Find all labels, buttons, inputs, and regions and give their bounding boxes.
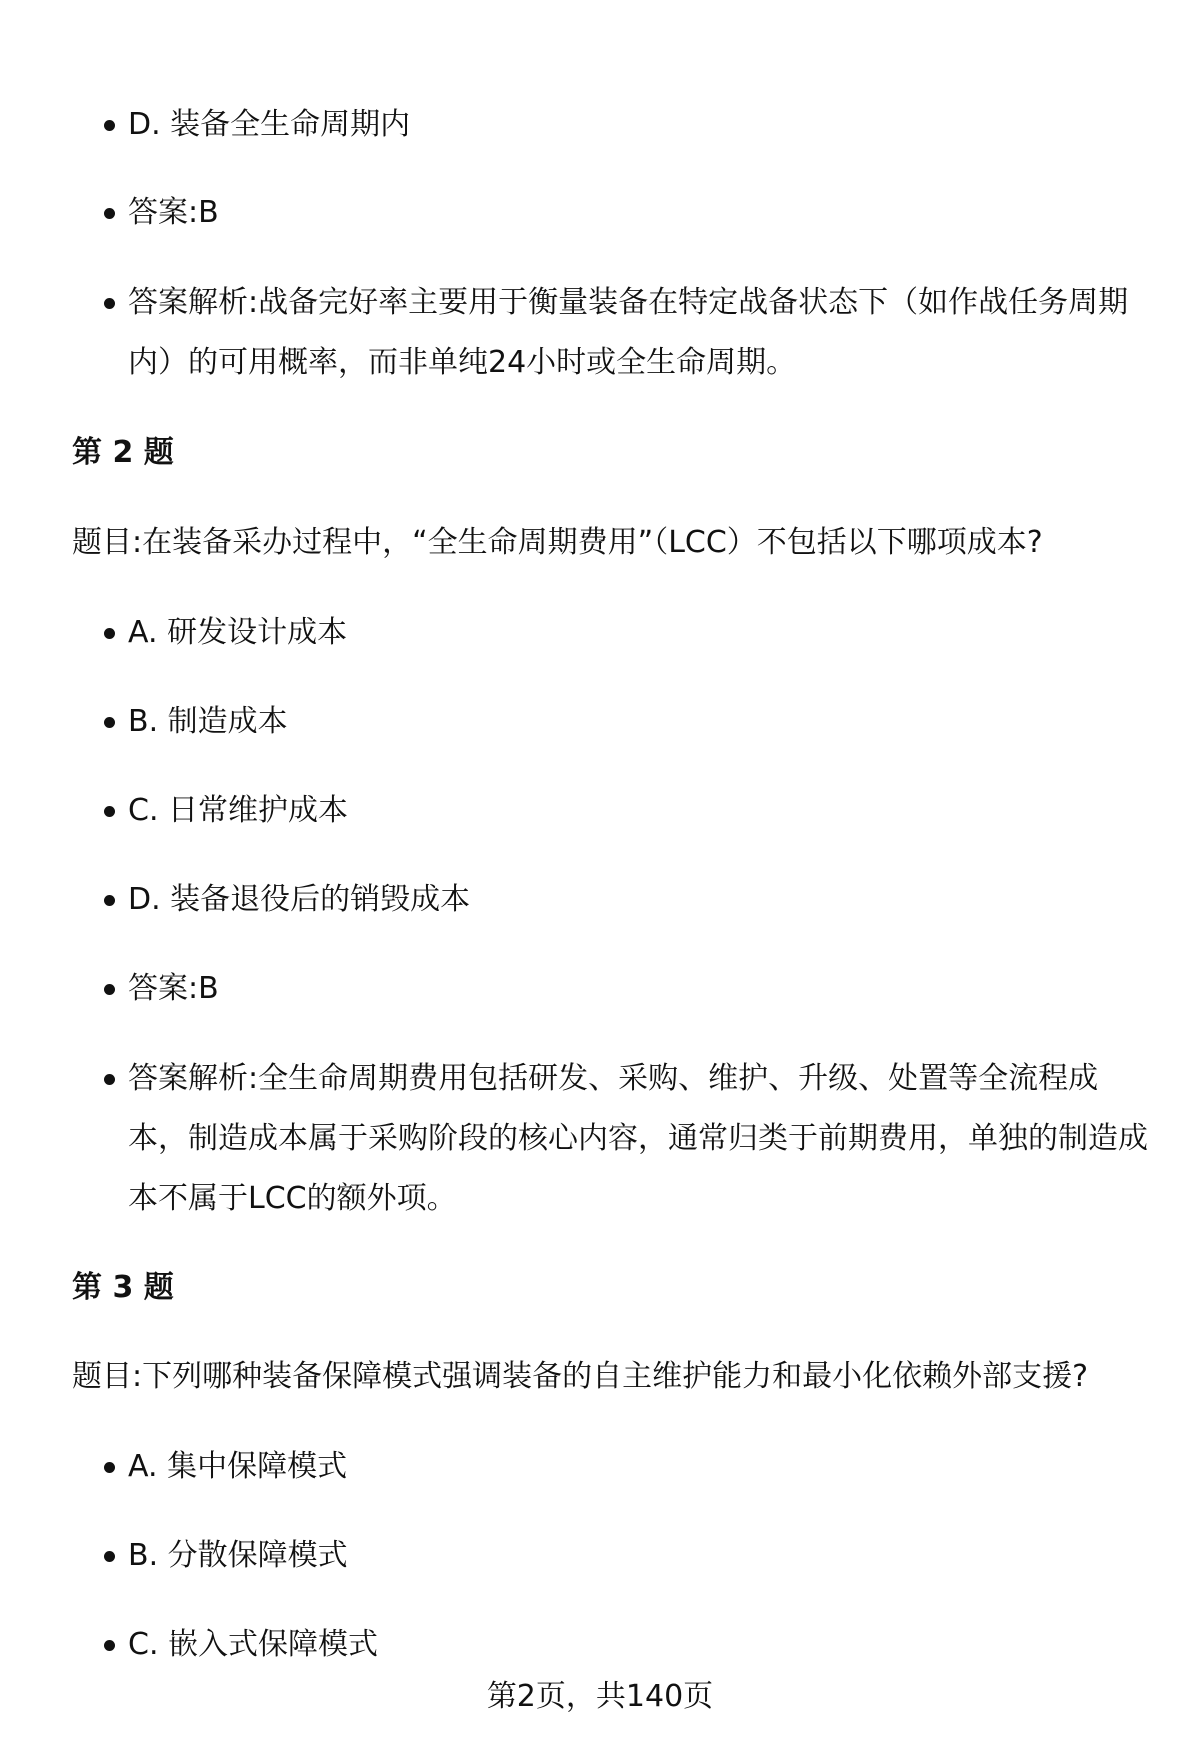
q2-option-d-text: D. 装备退役后的销毁成本	[128, 882, 471, 917]
bullet-icon	[104, 717, 115, 728]
q2-answer	[128, 959, 1148, 1019]
q2-option-c-text: C. 日常维护成本	[128, 793, 349, 828]
q1-option-d	[128, 95, 1148, 155]
q3-question: 题目:下列哪种装备保障模式强调装备的自主维护能力和最小化依赖外部支援?	[72, 1359, 1089, 1394]
q2-option-b-text: B. 制造成本	[128, 704, 288, 739]
q2-option-b	[128, 692, 1148, 752]
q2-option-a-text: A. 研发设计成本	[128, 615, 348, 650]
q3-option-a	[128, 1437, 1148, 1497]
bullet-icon	[104, 1640, 115, 1651]
q2-explanation	[128, 1049, 1148, 1229]
q2-question: 题目:在装备采办过程中，“全生命周期费用”（LCC）不包括以下哪项成本?	[72, 525, 1043, 560]
q1-explanation-text: 答案解析:战备完好率主要用于衡量装备在特定战备状态下（如作战任务周期内）的可用概率，而非单纯24小时或全生命周期。	[128, 285, 1129, 380]
bullet-icon	[104, 298, 115, 309]
q2-answer-text: 答案:B	[128, 971, 219, 1006]
bullet-icon	[104, 628, 115, 639]
q2-option-c	[128, 781, 1148, 841]
q3-heading: 第 3 题	[72, 1270, 174, 1305]
q1-answer	[128, 183, 1148, 243]
q2-heading: 第 2 题	[72, 435, 174, 470]
q3-option-b-text: B. 分散保障模式	[128, 1538, 348, 1573]
bullet-icon	[104, 1462, 115, 1473]
q3-option-b	[128, 1526, 1148, 1586]
q3-option-c-text: C. 嵌入式保障模式	[128, 1627, 379, 1662]
q3-option-c	[128, 1615, 1148, 1675]
bullet-icon	[104, 984, 115, 995]
bullet-icon	[104, 1074, 115, 1085]
q1-explanation	[128, 273, 1148, 393]
bullet-icon	[104, 895, 115, 906]
bullet-icon	[104, 208, 115, 219]
bullet-icon	[104, 120, 115, 131]
q2-explanation-text: 答案解析:全生命周期费用包括研发、采购、维护、升级、处置等全流程成本，制造成本属于采购阶段的核心内容，通常归类于前期费用，单独的制造成本不属于LCC的额外项。	[128, 1061, 1148, 1216]
bullet-icon	[104, 806, 115, 817]
q2-option-a	[128, 603, 1148, 663]
q3-option-a-text: A. 集中保障模式	[128, 1449, 348, 1484]
bullet-icon	[104, 1551, 115, 1562]
q1-option-d-text: D. 装备全生命周期内	[128, 107, 411, 142]
q1-answer-text: 答案:B	[128, 195, 219, 230]
q2-option-d	[128, 870, 1148, 930]
page-indicator: 第2页，共140页	[486, 1679, 714, 1714]
